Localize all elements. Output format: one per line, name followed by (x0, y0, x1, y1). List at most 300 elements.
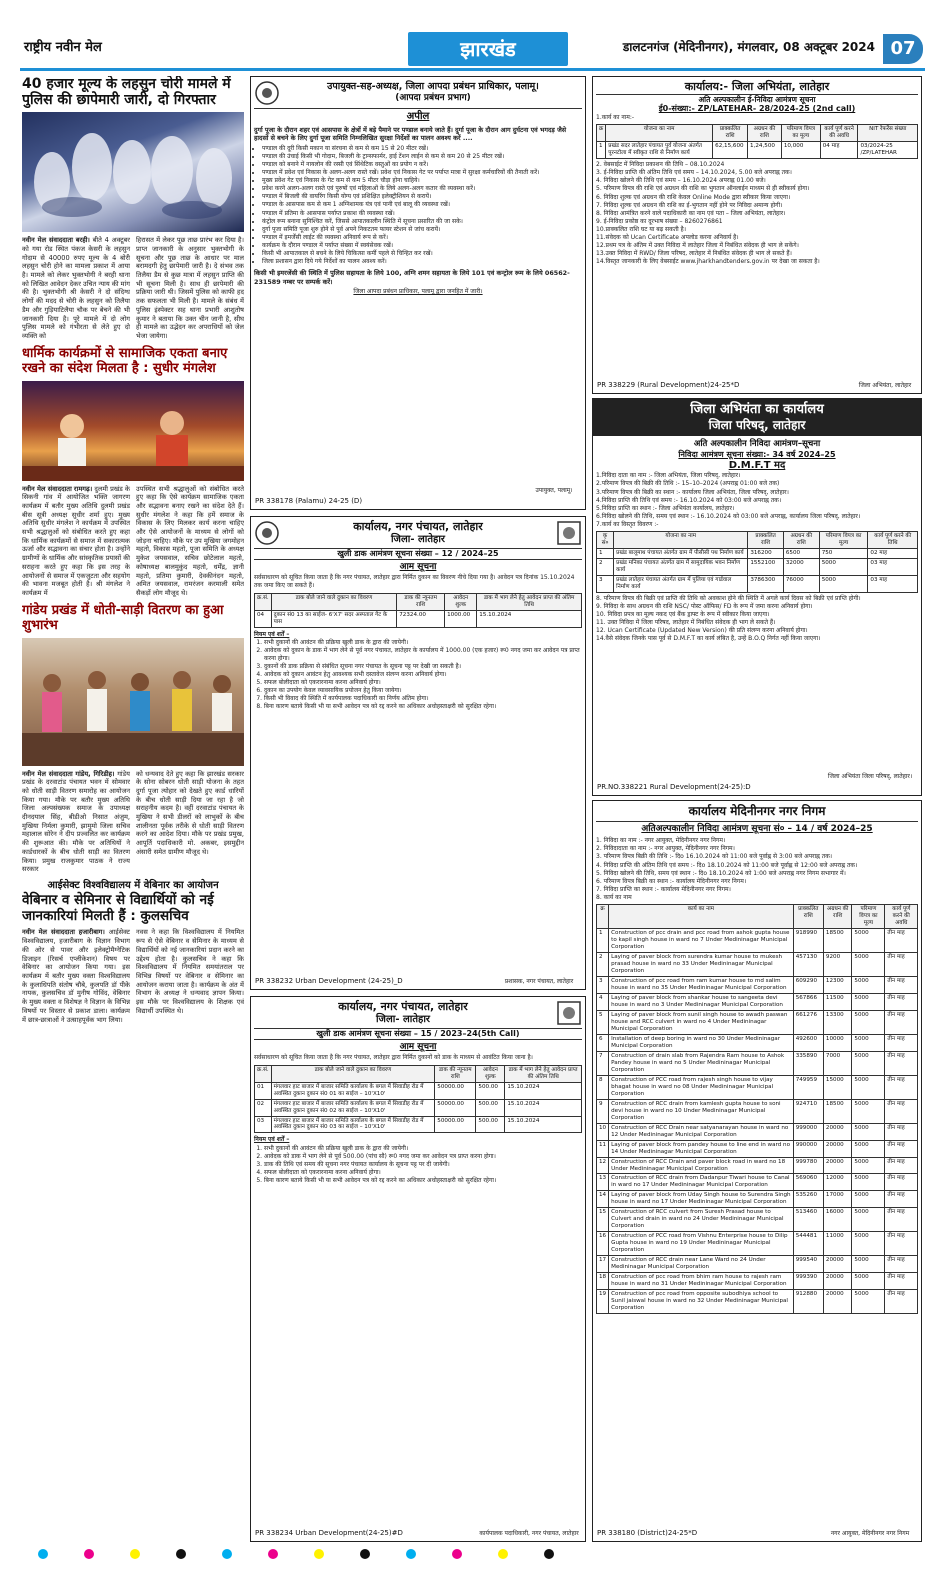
table-row (597, 1256, 918, 1273)
story4-kicker: आईसेक्ट विश्वविद्यालय में वेबिनार का आयोजन (47, 879, 219, 891)
table-cell: 16 (597, 1232, 609, 1256)
table-cell: Construction of pcc road from bhim ram house to rajesh ram house in ward no 31 Under Medininagar Municipal Corporation (609, 1273, 794, 1290)
table-header: डाक में भाग लेने हेतु आवेदन प्राप्त की अंतिम तिथि (477, 593, 582, 610)
table-cell: तीन माह (885, 1140, 918, 1157)
table-cell: 5000 (852, 1191, 885, 1208)
term-item: 6. दुकान का उपयोग केवल व्यावसायिक प्रयोजन हेतु किया जायेगा। (264, 687, 582, 695)
ad4-title: कार्यालय:- जिला अभियंता, लातेहार (596, 80, 918, 95)
story1-text-left: बीते 4 अक्टूबर को गया रोड स्थित पंकज केसरी के लहसुन गोदाम से 40000 रुपए मूल्य के 4 बोरी लहसुन चोरी होने का मामला प्रकाश में आया है। मामले को लेकर भुक्तभोगी ने बरही थाना को लिखित आवेदन देकर उचित न्याय की मांग की है। भुक्तभोगी श्री केसरी ने दो संदिग्ध लोगों की मदद से चोरी के लहसुन को तिलैया डैम और गुड़ियाटिलैया चौक पर बेचने की भी जानकारी दिया है। पूरे मामले में दो लोग पुलिस मामले को गंभीरता से लेते हुए दो व्यक्ति को (22, 236, 131, 340)
appeal-point: • पण्डाल में प्रवेश एवं निकास के अलग-अलग रास्ते रखें। प्रवेश एवं निकास गेट पर पर्याप्त मात्रा में सुरक्षा कर्मचारियों की तैनाती करें। (262, 169, 582, 177)
table-cell: 5000 (819, 558, 868, 575)
tender-info: 3.परिमाण विपत्र की बिक्री का स्थान :- कार्यालय जिला अभियंता, जिला परिषद्, लातेहार। (596, 488, 789, 496)
table-cell: 14 (597, 1191, 609, 1208)
term-item: 5. सफल बोलीदाता को एकरारनामा करना अनिवार्य होगा। (264, 679, 582, 687)
tender-point: 12.प्रथम पत्र के अंतिम में उक्त निविदा में लातेहार जिला में निबंधित संवेदक ही भाग ले सकेंगे। (596, 242, 799, 250)
table-cell: तीन माह (885, 928, 918, 952)
table-cell: 3 (597, 976, 609, 993)
table-cell: 03 माह (868, 575, 918, 592)
tender-note: 9. निविदा के साथ अग्रधन की राशि NSC/ पोस्ट ऑफिस/ FD के रूप में जमा करना अनिवार्य होगा। (596, 603, 813, 611)
story3-text-left: गांडेय प्रखंड के दरवाटांड पंचायत भवन में सोमवार को धोती साड़ी वितरण समारोह का आयोजन किया गया। मौके पर बतौर मुख्य अतिथि जिला अल्पसंख्यक समाज के उपाध्यक्ष दीनदयाल सिंह, बीडीओ निसात अंजुम, मुखिया निर्मला कुमारी, झामुमो जिला सचिव महालाल सोरेन ने दीप प्रज्वलित कर कार्यक्रम की शुरूआत की। मौके पर अतिथियों ने कार्डधारकों के बीच धोती साड़ी का वितरण किया। प्रमुख राजकुमार पाठक ने राज्य सरकार (22, 769, 130, 874)
story2-text-left: दुलमी प्रखंड के सिकनी गांव में आयोजित भक्ति जागरण कार्यक्रम में बतौर मुख्य अतिथि दुलमी प्रखंड बीस सूत्री अध्यक्ष सुधीर शर्मा हुए। मुख्य अतिथि सुधीर मंगलेश ने कार्यक्रम में उपस्थित सभी श्रद्धालुओं को संबोधित करते हुए कहा कि धार्मिक कार्यक्रमों से समाज में सकारात्मक ऊर्जा और सद्भावना का संचार होता है। उन्होंने ग्रामीणों के धार्मिक और सांस्कृतिक प्रयासों की सराहना करते हुए कहा कि इस तरह के आयोजनों से समाज में एकजुटता और सहयोग की भावना मजबूत होती है। श्री मंगलेश ने कार्यक्रम में (22, 484, 130, 597)
registration-color-bar (20, 1548, 925, 1560)
table-cell: 18500 (823, 1099, 852, 1123)
table-cell: प्रखंड लातेहार पंचायत अंतर्गत ग्राम में पुलिया एवं गार्डवाल निर्माण कार्य (614, 575, 748, 592)
table-cell: 5000 (852, 1140, 885, 1157)
ad4-pr: PR 338229 (Rural Development)24-25*D (597, 381, 740, 390)
appeal-point: • पण्डाल की उंचाई किसी भी गोदाम, बिजली के ट्रान्सफार्मर, हाई टेंशन लाईन से कम से कम 20 से 25 मीटर रखें। (262, 153, 582, 161)
tender-point: 8. निविदा आमंत्रित करने वाले पदाधिकारी का नाम एवं पता – जिला अभियंता, लातेहार। (596, 209, 786, 217)
ad3-intro: सर्वसाधारण को सूचित किया जाता है कि नगर पंचायत, लातेहार द्वारा निर्मित दुकानों को डाक के माध्यम से आवंटित किया जाना है। (254, 1053, 533, 1061)
story4-headline: वेबिनार व सेमिनार से विद्यार्थियों को नई जानकारियां मिलती हैं : कुलसचिव (22, 892, 214, 924)
table-cell: तीन माह (885, 1256, 918, 1273)
table-cell: 500.00 (476, 1116, 505, 1133)
table-cell: Construction of RCC drain from Dadanpur Tiwari house to Canal in ward no 17 Under Medininagar Municipal Corporation (609, 1174, 794, 1191)
table-cell: 11500 (823, 993, 852, 1010)
table-cell: 5000 (852, 1051, 885, 1075)
table-cell: 750 (819, 549, 868, 559)
table-cell: Construction of RCC Drain near satyanarayan house in ward no 12 Under Medininagar Municipal Corporation (609, 1123, 794, 1140)
table-cell: 7000 (823, 1051, 852, 1075)
table-cell: 15.10.2024 (505, 1082, 582, 1099)
table-header: डाक बोले जाने वाले दुकान का विवरण (271, 593, 397, 610)
table-cell: 1 (597, 142, 606, 159)
table-row (597, 1034, 918, 1051)
table-cell: 5000 (852, 1273, 885, 1290)
table-cell: 16000 (823, 1208, 852, 1232)
ad1-closing: किसी भी इमरजेंसी की स्थिति में पुलिस सहायता के लिये 100, अग्नि शमन सहायता के लिये 101 एवं कन्ट्रोल रूम के लिये 06562-231589 नम्बर पर सम्पर्क करें। (254, 269, 570, 286)
tender-info: 1. निविदा का नाम :- नगर आयुक्त, मेदिनीनगर नगर निगम। (596, 837, 726, 845)
term-item: 8. बिना कारण बताये किसी भी या सभी आवेदन पत्र को रद्द करने का अधिकार अधोहस्ताक्षरी को सुरक्षित रहेगा। (264, 703, 582, 711)
ad2-terms-title: नियम एवं शर्तें – (254, 630, 290, 638)
tender-info: 8. कार्य का नाम (596, 893, 632, 901)
header-rule (20, 68, 925, 71)
term-item: 2. आवेदक को डाक में भाग लेने से पूर्व 500.00 (पांच सौ) रू0 नगद जमा कर आवेदन पत्र प्राप्त करना होगा। (264, 1153, 582, 1161)
table-header: कार्य पूर्ण करने की तिथि (868, 532, 918, 549)
table-cell: तीन माह (885, 1034, 918, 1051)
tender-info: 7.कार्य का विस्तृत विवरण :- (596, 520, 659, 528)
tender-info: 5.निविदा प्राप्ति का स्थान :- जिला अभियंता कार्यालय, लातेहार। (596, 504, 735, 512)
table-cell: 20000 (823, 1290, 852, 1314)
table-cell: 5000 (852, 976, 885, 993)
table-cell: 5000 (852, 1157, 885, 1174)
tender-note: 10. निविदा प्रपत्र का मूल्य नकद एवं बैंक ड्राफ्ट के रूप में स्वीकार किया जाएगा। (596, 611, 770, 619)
tender-point: 5. परिमाण विपत्र की राशि एवं अग्रधन की राशि का भुगतान ऑनलाईन माध्यम से ही स्वीकार्य होगा। (596, 185, 810, 193)
tender-point: 13.उक्त निविदा में RWD/ जिला परिषद, लातेहार में निबंधित संवेदक ही भाग ले सकते हैं। (596, 250, 792, 258)
table-cell: तीन माह (885, 1290, 918, 1314)
table-row (597, 549, 918, 559)
table-cell: 03/2024-25 /ZP/LATEHAR (858, 142, 918, 159)
appeal-point: • मुख्य प्रवेश गेट एवं निकास के गेट कम से कम 5 मीटर चौड़ा होना चाहिये। (262, 177, 582, 185)
table-cell: Construction of RCC Drain and paver block road in ward no 18 Under Medininagar Municipal Corporation (609, 1157, 794, 1174)
dateline: डालटनगंज (मेदिनीनगर), मंगलवार, 08 अक्टूबर 2024 (622, 40, 875, 54)
table-cell: 500.00 (476, 1099, 505, 1116)
ad1-points (254, 145, 582, 266)
ad1-pr: PR 338178 (Palamu) 24-25 (D) (255, 497, 363, 506)
table-cell: 20000 (823, 1256, 852, 1273)
ad3-heading: आम सूचना (399, 1042, 437, 1053)
table-cell: तीन माह (885, 1208, 918, 1232)
table-header: क्र.सं. (255, 593, 272, 610)
table-row (255, 1082, 582, 1099)
table-cell: 1 (597, 928, 609, 952)
table-cell: तीन माह (885, 1051, 918, 1075)
table-cell: 5000 (852, 1208, 885, 1232)
ad5-pr: PR.NO.338221 Rural Development(24-25):D (597, 783, 751, 792)
table-cell: 72324.00 (397, 610, 445, 627)
municipal-logo-icon (556, 1000, 582, 1026)
tender-info: 6.निविदा खोलने की तिथि, समय एवं स्थान :- 16.10.2024 को 03:00 बजे अपराह्न, कार्यालय जिला परिषद्, लातेहार। (596, 512, 861, 520)
story2-byline: नवीन मेल संवाददाता (22, 484, 72, 493)
tender-note: 12. Ucan Certificate (Updated New Version) की प्रति संलग्न करना अनिवार्य होगा। (596, 627, 808, 635)
table-header: परिमाण विपत्र का मूल्य (819, 532, 868, 549)
table-cell: 4 (597, 993, 609, 1010)
ad5-fund: D.M.F.T मद (728, 459, 786, 471)
news-column (22, 76, 244, 1544)
govt-emblem-icon (254, 80, 280, 106)
story3-text-right: को धन्यवाद देते हुए कहा कि झारखंड सरकार के सोना सोबरन धोती साड़ी योजना के तहत दुर्गा पूजा त्योहार को देखते हुए कार्ड धारियों के बीच धोती साड़ी दिया जा रहा है जो सराहनीय कदम है। वहीं दरवाटांड पंचायत के मुखिया ने सभी डीलरों को लाभुकों के बीच शालीनता पूर्वक तरीके से धोती साड़ी वितरण करने का आदेश दिया। मौके पर प्रखंड प्रमुख, आपूर्ति पदाधिकारी मो. अकबर, इसमुद्दीन अंसारी समेत ग्रामीण मौजूद थे। (136, 769, 244, 856)
ad4-table (596, 124, 918, 159)
appeal-point: • पण्डाल में प्रतिमा के आसपास पर्याप्त प्रकाश की व्यवस्था रखें। (262, 210, 582, 218)
palamu-appeal-ad (250, 76, 586, 510)
table-cell: Construction of drain slab from Rajendra Ram house to Ashok Pandey house in ward no 5 Under Medininagar Municipal Corporation (609, 1051, 794, 1075)
story1-byline: नवीन मेल संवाददाता (22, 236, 73, 245)
ad1-issuer: जिला आपदा प्रबंधन प्राधिकार, पलामू द्वारा जनहित में जारी। (353, 288, 483, 296)
table-cell: 15.10.2024 (505, 1116, 582, 1133)
ad2-heading: आम सूचना (399, 562, 437, 573)
table-cell: 500.00 (476, 1082, 505, 1099)
table-cell: 20000 (823, 1157, 852, 1174)
appeal-point: • जिला प्रशासन द्वारा दिये गये निर्देशों का पालन अवश्य करें। (262, 258, 582, 266)
table-cell: 9 (597, 1099, 609, 1123)
table-row (597, 1290, 918, 1314)
ad2-terms (254, 639, 582, 712)
nagar-nigam-ad (592, 800, 922, 1542)
ad2-pr: PR 338232 Urban Development (24-25)_D (255, 977, 403, 986)
garlic-photo (22, 112, 244, 232)
table-cell: 924710 (793, 1099, 823, 1123)
table-cell: 10,000 (781, 142, 820, 159)
bhakti-jagran-photo (22, 381, 244, 481)
table-cell: 15000 (823, 1075, 852, 1099)
ad5-notes (596, 595, 918, 644)
ad5-title1: जिला अभियंता का कार्यालय (690, 402, 824, 417)
table-cell: 03 माह (868, 558, 918, 575)
table-cell: तीन माह (885, 1273, 918, 1290)
table-cell: 8 (597, 1075, 609, 1099)
table-header: डाक में भाग लेने हेतु आवेदन प्राप्त की अंतिम तिथि (505, 1065, 582, 1082)
table-cell: तीन माह (885, 993, 918, 1010)
table-cell: 5000 (852, 1010, 885, 1034)
table-row (255, 610, 582, 627)
ad1-appeal: अपील (406, 111, 430, 122)
table-header: डाक की न्यूनतम राशि (435, 1065, 476, 1082)
ad1-subtitle: (आपदा प्रबंधन प्रभाग) (395, 93, 471, 104)
table-header: डाक की न्यूनतम राशि (397, 593, 445, 610)
table-cell: Construction of RCC drain near Lane Ward no 24 Under Medininagar Municipal Corporation (609, 1256, 794, 1273)
table-cell: 316200 (748, 549, 784, 559)
table-cell: 04 (255, 610, 272, 627)
table-cell: 569060 (793, 1174, 823, 1191)
ad2-sign: प्रशासक, नगर पंचायत, लातेहार (504, 977, 574, 985)
ad5-subtitle: अति अल्पकालीन निविदा आमंत्रण–सूचना (693, 439, 821, 450)
ad4-work-label: 1.कार्य का नाम:- (596, 114, 635, 122)
table-cell: 3786300 (748, 575, 784, 592)
ad3-notice-no: खुली डाक आमंत्रण सूचना संख्या – 15 / 2023–24(5th Call) (254, 1028, 582, 1040)
table-cell: मंगलवार हाट बाजार में बाजार समिति कार्यालय के बगल में सिवाडीह रोड में अवस्थित दुकान दुकान सं0 03 का साईज – 10'X10' (271, 1116, 435, 1133)
ad2-table (254, 593, 582, 628)
table-cell: तीन माह (885, 952, 918, 976)
table-cell: 20000 (823, 1123, 852, 1140)
table-row (597, 1174, 918, 1191)
table-cell: 1,24,500 (748, 142, 782, 159)
table-row (597, 1157, 918, 1174)
term-item: 2. आवेदक को दुकान के डाक में भाग लेने से पूर्व नगर पंचायत, लातेहार के कार्यालय में 1000.00 (एक हजार) रू0 नगद जमा कर आवेदन पत्र प्राप्त करना होगा। (264, 647, 582, 663)
table-row (597, 1273, 918, 1290)
table-header: परिमाण विपत्र का मूल्य (781, 125, 820, 142)
table-row (597, 1099, 918, 1123)
table-cell: 999540 (793, 1256, 823, 1273)
table-cell: 12 (597, 1157, 609, 1174)
table-cell: 1000.00 (445, 610, 477, 627)
appeal-point: • पण्डाल को बनाने में नायलोन की रस्सी एवं सिंथेटिक वस्तुओं का प्रयोग न करें। (262, 161, 582, 169)
tender-info: 5. निविदा खोलने की तिथि, समय एवं स्थान :- दिo 18.10.2024 को 1:00 बजे अपराह्न नगर निगम सभागार में। (596, 869, 846, 877)
table-cell: Laying of paver block from surendra kumar house to mukesh prasad house in ward no 33 Under Medininagar Municipal Corporation (609, 952, 794, 976)
term-item: 3. दुकानों की डाक प्रक्रिया से संबंधित सूचना नगर पंचायत के सूचना पट्ट पर देखी जा सकती है। (264, 663, 582, 671)
table-cell: 661276 (793, 1010, 823, 1034)
ad6-table (596, 904, 918, 1314)
table-cell: तीन माह (885, 1099, 918, 1123)
table-cell: 7 (597, 1051, 609, 1075)
table-cell: 492600 (793, 1034, 823, 1051)
newspaper-name: राष्ट्रीय नवीन मेल (24, 40, 102, 55)
ad4-points (596, 161, 918, 266)
table-header: प्राक्कलित राशि (713, 125, 748, 142)
dhoti-saree-photo (22, 638, 244, 766)
table-row (597, 993, 918, 1010)
story3-headline: गांडेय प्रखंड में धोती-साड़ी वितरण का हुआ शुभारंभ (22, 602, 224, 633)
table-cell: 15.10.2024 (505, 1099, 582, 1116)
table-cell: Laying of paver block from pandey house to line end in ward no 14 Under Medininagar Municipal Corporation (609, 1140, 794, 1157)
table-cell: 11 (597, 1140, 609, 1157)
story1-place: बरही। (75, 236, 90, 245)
table-row (255, 1116, 582, 1133)
table-cell: 5000 (852, 1232, 885, 1256)
table-cell: 01 (255, 1082, 272, 1099)
ad5-ref: निविदा आमंत्रण सूचना संख्या:- 34 वर्ष 2024–25 (678, 449, 836, 459)
table-cell: 990000 (793, 1140, 823, 1157)
ad5-title2: जिला परिषद्, लातेहार (708, 418, 806, 433)
table-cell: 5 (597, 1010, 609, 1034)
table-cell: तीन माह (885, 1123, 918, 1140)
table-header: आवेदन शुल्क (476, 1065, 505, 1082)
table-cell: 5000 (852, 1174, 885, 1191)
tender-point: 14.विस्तृत जानकारी के लिए वेबसाईट www.jharkhandtenders.gov.in पर देखा जा सकता है। (596, 258, 820, 266)
table-header: अग्रधन की राशि (783, 532, 819, 549)
ad5-table (596, 531, 918, 593)
table-cell: 04 माह (820, 142, 858, 159)
table-row (597, 952, 918, 976)
story2-place: रामगढ़। (73, 484, 93, 493)
story3-byline: नवीन मेल संवाददाता (22, 769, 73, 778)
appeal-point: • प्रवेश करने अलग-अलग रास्ते एवं पुरुषों एवं महिलाओं के लिये अलग-अलग कतार की व्यवस्था करें। (262, 185, 582, 193)
table-cell: 76000 (783, 575, 819, 592)
table-cell: 13300 (823, 1010, 852, 1034)
ad4-subtitle: अति अल्पकालीन ई-निविदा आमंत्रण सूचना (698, 94, 816, 104)
table-cell: 5000 (819, 575, 868, 592)
ad2-intro: सर्वसाधारण को सूचित किया जाता है कि नगर पंचायत, लातेहार द्वारा निर्मित दुकान का विवरण नीचे दिया गया है। आवेदन पत्र दिनांक 15.10.2024 तक जमा किए जा सकते हैं। (254, 573, 575, 589)
ad3-subtitle: जिला- लातेहार (375, 1013, 431, 1025)
ad3-terms (254, 1145, 582, 1185)
tender-point: 4. निविदा खोलने की तिथि एवं समय – 16.10.2024 अपराह्न 01.00 बजे। (596, 177, 766, 185)
table-row (597, 142, 918, 159)
story4-text-right: नवस ने कहा कि विश्वविद्यालय में नियमित रूप से ऐसे वेबिनार व सेमिनार के माध्यम से विद्यार्थियों को नई जानकारियां प्रदान करने का उद्देश्य होता है। कुलसचिव ने कहा कि विश्वविद्यालय में नियमित समयांतराल पर विभिन्न विषयों पर वेबिनार व सेमिनार का आयोजन कराया जाता है। कार्यक्रम के अंत में विभाग के अध्यक्ष ने धन्यवाद ज्ञापन किया। इस मौके पर विश्वविद्यालय के शिक्षक एवं विद्यार्थी उपस्थित थे। (136, 928, 244, 1015)
table-cell: 5000 (852, 1123, 885, 1140)
term-item: 4. आवेदक को दुकान आवंटन हेतु आवश्यक सभी दस्तावेज संलग्न करना अनिवार्य होगा। (264, 671, 582, 679)
ad2-subtitle: जिला- लातेहार (390, 533, 446, 545)
table-cell: 5000 (852, 1099, 885, 1123)
table-cell: 17 (597, 1256, 609, 1273)
table-cell: दुकान सं0 13 का साईज- 6'X7' सदर अस्पताल गेट के पास (271, 610, 397, 627)
tender-info: 2.परिमाण विपत्र की बिक्री की तिथि :- 15–10–2024 (अपराह्न 01:00 बजे तक) (596, 480, 780, 488)
table-cell: तीन माह (885, 1232, 918, 1256)
tender-point: 7. निविदा शुल्क एवं अग्रधन की राशि का ई-भुगतान नहीं होने पर निविदा अमान्य होगी। (596, 201, 783, 209)
table-cell: 19 (597, 1290, 609, 1314)
ad4-ref: ई0-संख्या:- ZP/LATEHAR- 28/2024-25 (2nd call) (658, 104, 856, 114)
ad5-info (596, 472, 918, 529)
appeal-point: • पण्डाल के आसपास कम से कम 1 अग्निशामक यंत्र एवं पानी एवं बालू की व्यवस्था रखें। (262, 201, 582, 209)
ad2-title: कार्यालय, नगर पंचायत, लातेहार (353, 520, 483, 533)
latehar-notice-15 (250, 996, 586, 1542)
table-cell: 5000 (852, 952, 885, 976)
table-cell: 17000 (823, 1191, 852, 1208)
table-row (597, 1010, 918, 1034)
table-cell: 5000 (852, 993, 885, 1010)
tender-point: 10.प्राक्कलित राशि घट या बढ़ सकती है। (596, 225, 687, 233)
appeal-point: • पण्डाल में इमर्जेंसी लाईट की व्यवस्था अनिवार्य रूप से करें। (262, 234, 582, 242)
story4-place: हजारीबाग। (78, 928, 105, 937)
table-header: कार्य पूर्ण करने की अवधि (820, 125, 858, 142)
table-header: प्राक्कलित राशि (748, 532, 784, 549)
table-header: डाक बोले जाने वाले दुकान का विवरण (271, 1065, 435, 1082)
term-item: 5. बिना कारण बताये किसी भी या सभी आवेदन पत्र को रद्द करने का अधिकार अधोहस्ताक्षरी को सुरक्षित रहेगा। (264, 1177, 582, 1185)
table-row (597, 976, 918, 993)
table-cell: 18500 (823, 928, 852, 952)
table-cell: 12300 (823, 976, 852, 993)
table-cell: 1552100 (748, 558, 784, 575)
table-header: योजना का नाम (606, 125, 713, 142)
table-cell: 999780 (793, 1157, 823, 1174)
tender-info: 3. परिमाण विपत्र बिक्री की तिथि :- दिo 16.10.2024 को 11:00 बजे पूर्वाह्न से 3:00 बजे अपराह्न तक। (596, 853, 833, 861)
table-cell: Construction of PCC road from Vishnu Enterprise house to Dilip Gupta house in ward no 19 Under Medininagar Municipal Corporation (609, 1232, 794, 1256)
tender-info: 1.निविदा दाता का नाम :- जिला अभियंता, जिला परिषद्, लातेहार। (596, 472, 741, 480)
appeal-point: • पण्डाल में बिजली की वायरिंग किसी योग्य एवं प्रशिक्षित इलेक्ट्रीशियन से करायें। (262, 193, 582, 201)
table-header: आवेदन शुल्क (445, 593, 477, 610)
table-cell: Laying of paver block from shankar house to sangeeta devi house in ward no 3 Under Medininagar Municipal Corporation (609, 993, 794, 1010)
page-number: 07 (883, 34, 923, 64)
table-cell: 02 (255, 1099, 272, 1116)
story2-text-right: उपस्थित सभी श्रद्धालुओं को संबोधित करते हुए कहा कि ऐसे कार्यक्रम सामाजिक एकता और सद्भावना बनाए रखने का संदेश देते हैं। सुधीर मंगलेश ने कहा कि हमें समाज के विकास के लिए मिलकर कार्य करना चाहिए और ऐसे आयोजनों के माध्यम से लोगों को जोड़ना चाहिए। मौके पर उप मुखिया जगमोहन महतो, विकास महतो, पूजा समिति के अध्यक्ष मुकेश जयसवाल, सचिव छोटेलाल महतो, कोषाध्यक्ष बालमुकुंद महतो, धर्मेंद्र, ज्ञानी महतो, प्रतिमा कुमारी, देवकीनंदन महतो, अमित जयसवाल, रामरंजन करमाली समेत सैकड़ों लोग मौजूद थे। (136, 484, 244, 597)
appeal-point: • पण्डाल की दूरी किसी मकान या संरचना से कम से कम 15 से 20 मीटर रखें। (262, 145, 582, 153)
table-cell: तीन माह (885, 1075, 918, 1099)
table-cell: 50000.00 (435, 1116, 476, 1133)
table-cell: प्रखंड सदर लातेहार पंचायत पुर्व योजना अंतर्गत पूरनटोला में स्वीकृत राशि से निर्माण कार्य (606, 142, 713, 159)
table-header: प्राक्कलित राशि (793, 905, 823, 929)
appeal-point: • कार्यक्रम के दौरान पण्डाल में पर्याप्त संख्या में स्वयंसेवक रखें। (262, 242, 582, 250)
table-row (597, 1075, 918, 1099)
ad3-sign: कार्यपालक पदाधिकारी, नगर पंचायत, लातेहार (479, 1529, 579, 1537)
table-cell: 10000 (823, 1034, 852, 1051)
table-cell: 1 (597, 549, 614, 559)
ad1-sign: उपायुक्त, पलामू। (535, 486, 573, 494)
tender-point: 6. निविदा शुल्क एवं अग्रधन की राशि केवल Online Mode द्वारा स्वीकार किया जाएगा। (596, 193, 791, 201)
tender-info: 4.निविदा प्राप्ति की तिथि एवं समय :- 16.10.2024 को 03:00 बजे अपराह्न तक। (596, 496, 782, 504)
table-cell: 6 (597, 1034, 609, 1051)
table-cell: 62,15,600 (713, 142, 748, 159)
table-header: योजना का नाम (614, 532, 748, 549)
ad6-info (596, 837, 918, 902)
table-cell: प्रखंड मनिका पंचायत अंतर्गत ग्राम में सामुदायिक भवन निर्माण कार्य (614, 558, 748, 575)
table-cell: 609290 (793, 976, 823, 993)
table-row (255, 1099, 582, 1116)
table-cell: 18 (597, 1273, 609, 1290)
table-cell: 12000 (823, 1174, 852, 1191)
table-row (597, 1208, 918, 1232)
ad6-title: कार्यालय मेदिनीनगर नगर निगम (596, 804, 918, 822)
table-cell: 11000 (823, 1232, 852, 1256)
table-cell: 5000 (852, 1075, 885, 1099)
table-row (597, 1051, 918, 1075)
table-cell: तीन माह (885, 1157, 918, 1174)
table-header: कार्य पूर्ण करने की अवधि (885, 905, 918, 929)
table-cell: Construction of RCC drain from kamlesh gupta house to soni devi house in ward no 10 Under Medininagar Municipal Corporation (609, 1099, 794, 1123)
table-cell: 2 (597, 558, 614, 575)
term-item: 1. सभी दुकानों की आवंटन की प्रक्रिया खुली डाक के द्वारा की जायेगी। (264, 1145, 582, 1153)
story4-text-left: आईसेक्ट विश्वविद्यालय, हजारीबाग के विज्ञान विभाग की ओर से पावर और इलेक्ट्रोमैग्नेटिक डिजाइन (रिसर्च एप्लीकेशन) विषय पर वेबिनार का आयोजन किया गया। इस कार्यक्रम में बतौर मुख्य वक्ता विश्वविद्यालय के कुलाधिपति संतोष चौबे, कुलपति डॉ पीके नायक, कुलसचिव डॉ मुनीष गोविंद, वेबिनार के मुख्य वक्ता व विशेषज्ञ ने विज्ञान के विभिन्न विषयों पर विस्तार से प्रकाश डाला। कार्यक्रम में छात्र-छात्राओं ने उत्साहपूर्वक भाग लिया। (22, 928, 130, 1024)
table-cell: 5000 (852, 1290, 885, 1314)
ad2-notice-no: खुली डाक आमंत्रण सूचना संख्या – 12 / 2024–25 (254, 548, 582, 560)
table-header: क्र (597, 905, 609, 929)
table-cell: तीन माह (885, 1010, 918, 1034)
ad6-ref: अतिअल्पकालीन निविदा आमंत्रण सूचना सं० – 14 / वर्ष 2024–25 (641, 824, 873, 834)
tender-note: 11. उक्त निविदा में जिला परिषद, लातेहार में निबंधित संवेदक ही भाग ले सकते हैं। (596, 619, 776, 627)
table-cell: Installation of deep boring in ward no 30 Under Medininagar Municipal Corporation (609, 1034, 794, 1051)
table-header: परिमाण विपत्र का मूल्य (852, 905, 885, 929)
ad1-intro: दुर्गा पूजा के दौरान शहर एवं आसपास के क्षेत्रों में बड़े पैमाने पर पण्डाल बनाये जाते हैं। दुर्गा पूजा के दौरान आग दुर्घटना एवं भगदड़ जैसे हादसों से बचने के लिए दुर्गा पूजा समिति निम्नलिखित सुरक्षा निर्देशों का पालन अवश्य करें .... (254, 125, 567, 143)
appeal-point: • कंट्रोल रूम बनाना सुनिश्चित करें, जिससे आपातकालीन स्थिति में सूचना प्रसारित की जा सके। (262, 218, 582, 226)
table-cell: तीन माह (885, 1191, 918, 1208)
table-cell: 6500 (783, 549, 819, 559)
table-cell: 335890 (793, 1051, 823, 1075)
appeal-point: • दुर्गा पूजा समिति पूजा शुरु होने से पूर्व अपने निकटतम फायर स्टेशन से जांच करायें। (262, 226, 582, 234)
table-cell: Construction of pcc drain and pcc road from ashok gupta house to kapil singh house in ward no 7 Under Medininagar Municipal Corporation (609, 928, 794, 952)
ad6-pr: PR 338180 (District)24-25*D (597, 1529, 698, 1538)
table-cell: 2 (597, 952, 609, 976)
ad3-pr: PR 338234 Urban Development(24-25)#D (255, 1529, 403, 1538)
term-item: 7. किसी भी विवाद की स्थिति में कार्यपालक पदाधिकारी का निर्णय अंतिम होगा। (264, 695, 582, 703)
table-cell: Construction of RCC culvert from Suresh Prasad house to Culvert and drain in ward no 24 Under Medininagar Municipal Corporation (609, 1208, 794, 1232)
table-cell: तीन माह (885, 976, 918, 993)
story1-text-right: हिरासत में लेकर पूछ ताछ प्रारंभ कर दिया है। प्राप्त जानकारी के अनुसार भुक्तभोगी के सूचना और पूछ ताछ के आधार पर माल बरामदगी हेतु छापेमारी जारी है। दे संभव तक तिलैया डैम से कुछ मात्रा में लहसुन प्राप्ति की भी सूचना मिली है। साथ ही छापेमारी की प्रक्रिया जारी थी। जिसमें पुलिस को काफी हद तक सफलता भी मिली है। मामले के संबंध में पुलिस इंस्पेक्टर सह थाना प्रभारी आशुतोष कुमार ने बताया कि उक्त चीन जानी है, सीघ ही मामले का उद्भेदन कर अपराधियों को जेल भेजा जायेगा। (136, 236, 244, 340)
ad3-title: कार्यालय, नगर पंचायत, लातेहार (338, 1000, 468, 1013)
table-row (597, 558, 918, 575)
table-cell: 513460 (793, 1208, 823, 1232)
table-cell: 02 माह (868, 549, 918, 559)
table-header: अग्रधन की राशि (748, 125, 782, 142)
latehar-etender-ad (592, 76, 922, 394)
municipal-logo-icon (556, 520, 582, 546)
appeal-point: • किसी भी आपातकाल से बचने के लिये चिकित्सा कर्मी पहले से चिन्हित कर रखें। (262, 250, 582, 258)
table-cell: Construction of pcc road from ram kumar house to md salim house in ward no 35 Under Medininagar Municipal Corporation (609, 976, 794, 993)
